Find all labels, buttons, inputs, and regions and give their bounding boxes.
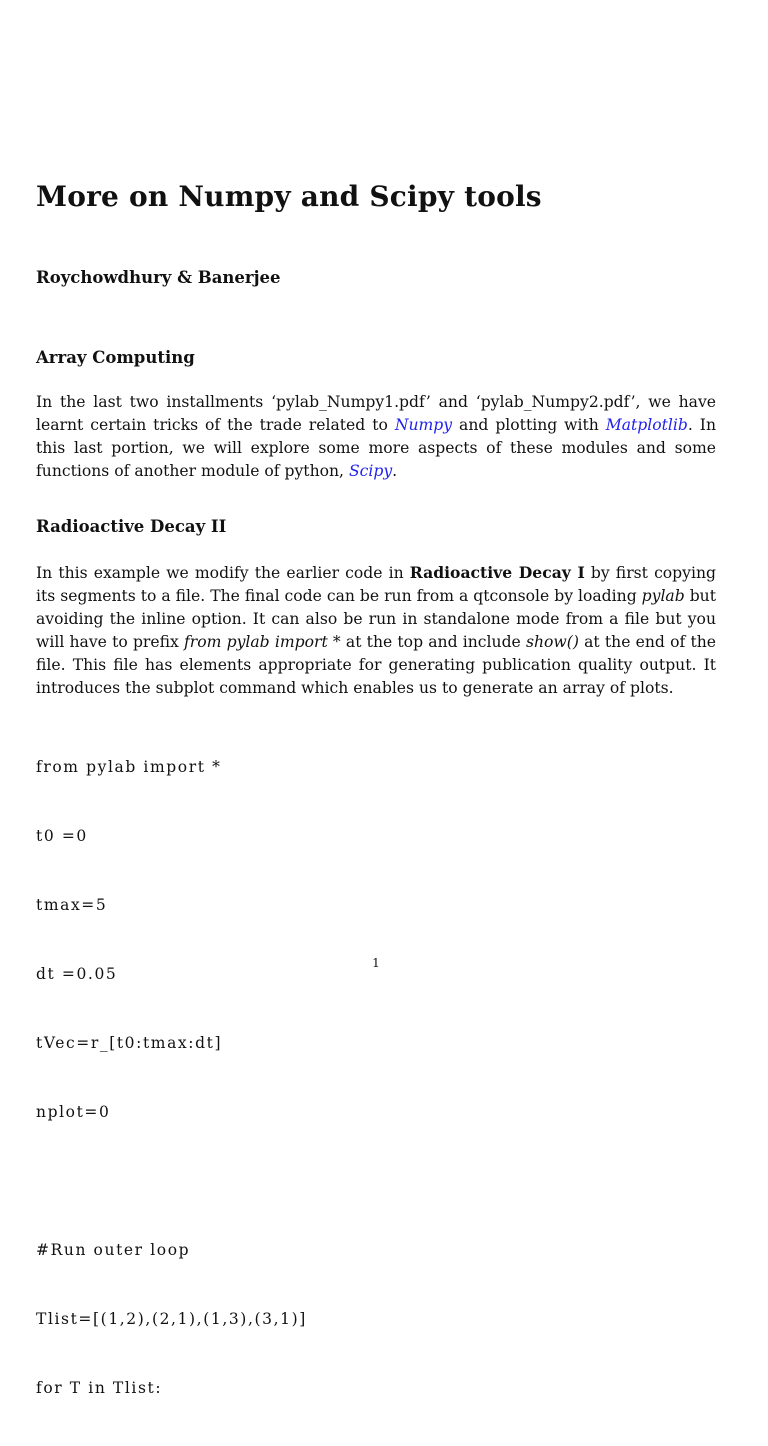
text-run: In this example we modify the earlier code in: [36, 564, 410, 582]
document-title: More on Numpy and Scipy tools: [36, 180, 542, 213]
paragraph-array-computing: [36, 391, 716, 483]
code-line: dt =0.05: [36, 965, 118, 983]
code-line: from pylab import *: [36, 758, 222, 776]
text-run: . In this last portion, we will explore some more aspects of these modules and some functions of another module of python,: [36, 416, 716, 481]
code-line: for T in Tlist:: [36, 1379, 163, 1397]
page-number: 1: [372, 956, 380, 970]
code-line: nplot=0: [36, 1103, 111, 1121]
italic-show: show(): [525, 633, 579, 652]
section-heading-array-computing: Array Computing: [36, 348, 195, 367]
code-line: tmax=5: [36, 896, 108, 914]
italic-pylab: pylab: [641, 587, 685, 606]
italic-import: from pylab import *: [184, 633, 341, 652]
link-matplotlib[interactable]: Matplotlib: [605, 416, 688, 435]
code-blank-line: [36, 1170, 307, 1193]
link-scipy[interactable]: Scipy: [348, 462, 393, 481]
code-line: #Run outer loop: [36, 1241, 191, 1259]
code-listing: [36, 710, 307, 1446]
section-heading-radioactive-decay: Radioactive Decay II: [36, 517, 227, 536]
paragraph-radioactive-decay: [36, 561, 716, 701]
code-line: Tlist=[(1,2),(2,1),(1,3),(3,1)]: [36, 1310, 307, 1328]
text-run: at the top and include: [340, 633, 526, 652]
text-run: .: [392, 462, 398, 481]
link-numpy[interactable]: Numpy: [394, 416, 453, 435]
text-run: by first copying its segments to a file. The final code can be run from a qtconsole by loading: [36, 564, 716, 606]
bold-reference: Radioactive Decay I: [409, 563, 585, 582]
document-authors: Roychowdhury & Banerjee: [36, 268, 281, 287]
text-run: and plotting with: [452, 416, 606, 435]
code-line: t0 =0: [36, 827, 88, 845]
text-run: at the end of the file. This file has elements appropriate for generating publication quality output. It introduces the subplot command which enables us to generate an array of plots.: [36, 633, 716, 698]
text-run: In the last two installments ‘pylab_Numpy1.pdf’ and ‘pylab_Numpy2.pdf’, we have learnt certain tricks of the trade related to: [36, 393, 716, 435]
text-run: but avoiding the inline option. It can also be run in standalone mode from a file but you will have to prefix: [36, 587, 716, 652]
code-line: tVec=r_[t0:tmax:dt]: [36, 1034, 223, 1052]
